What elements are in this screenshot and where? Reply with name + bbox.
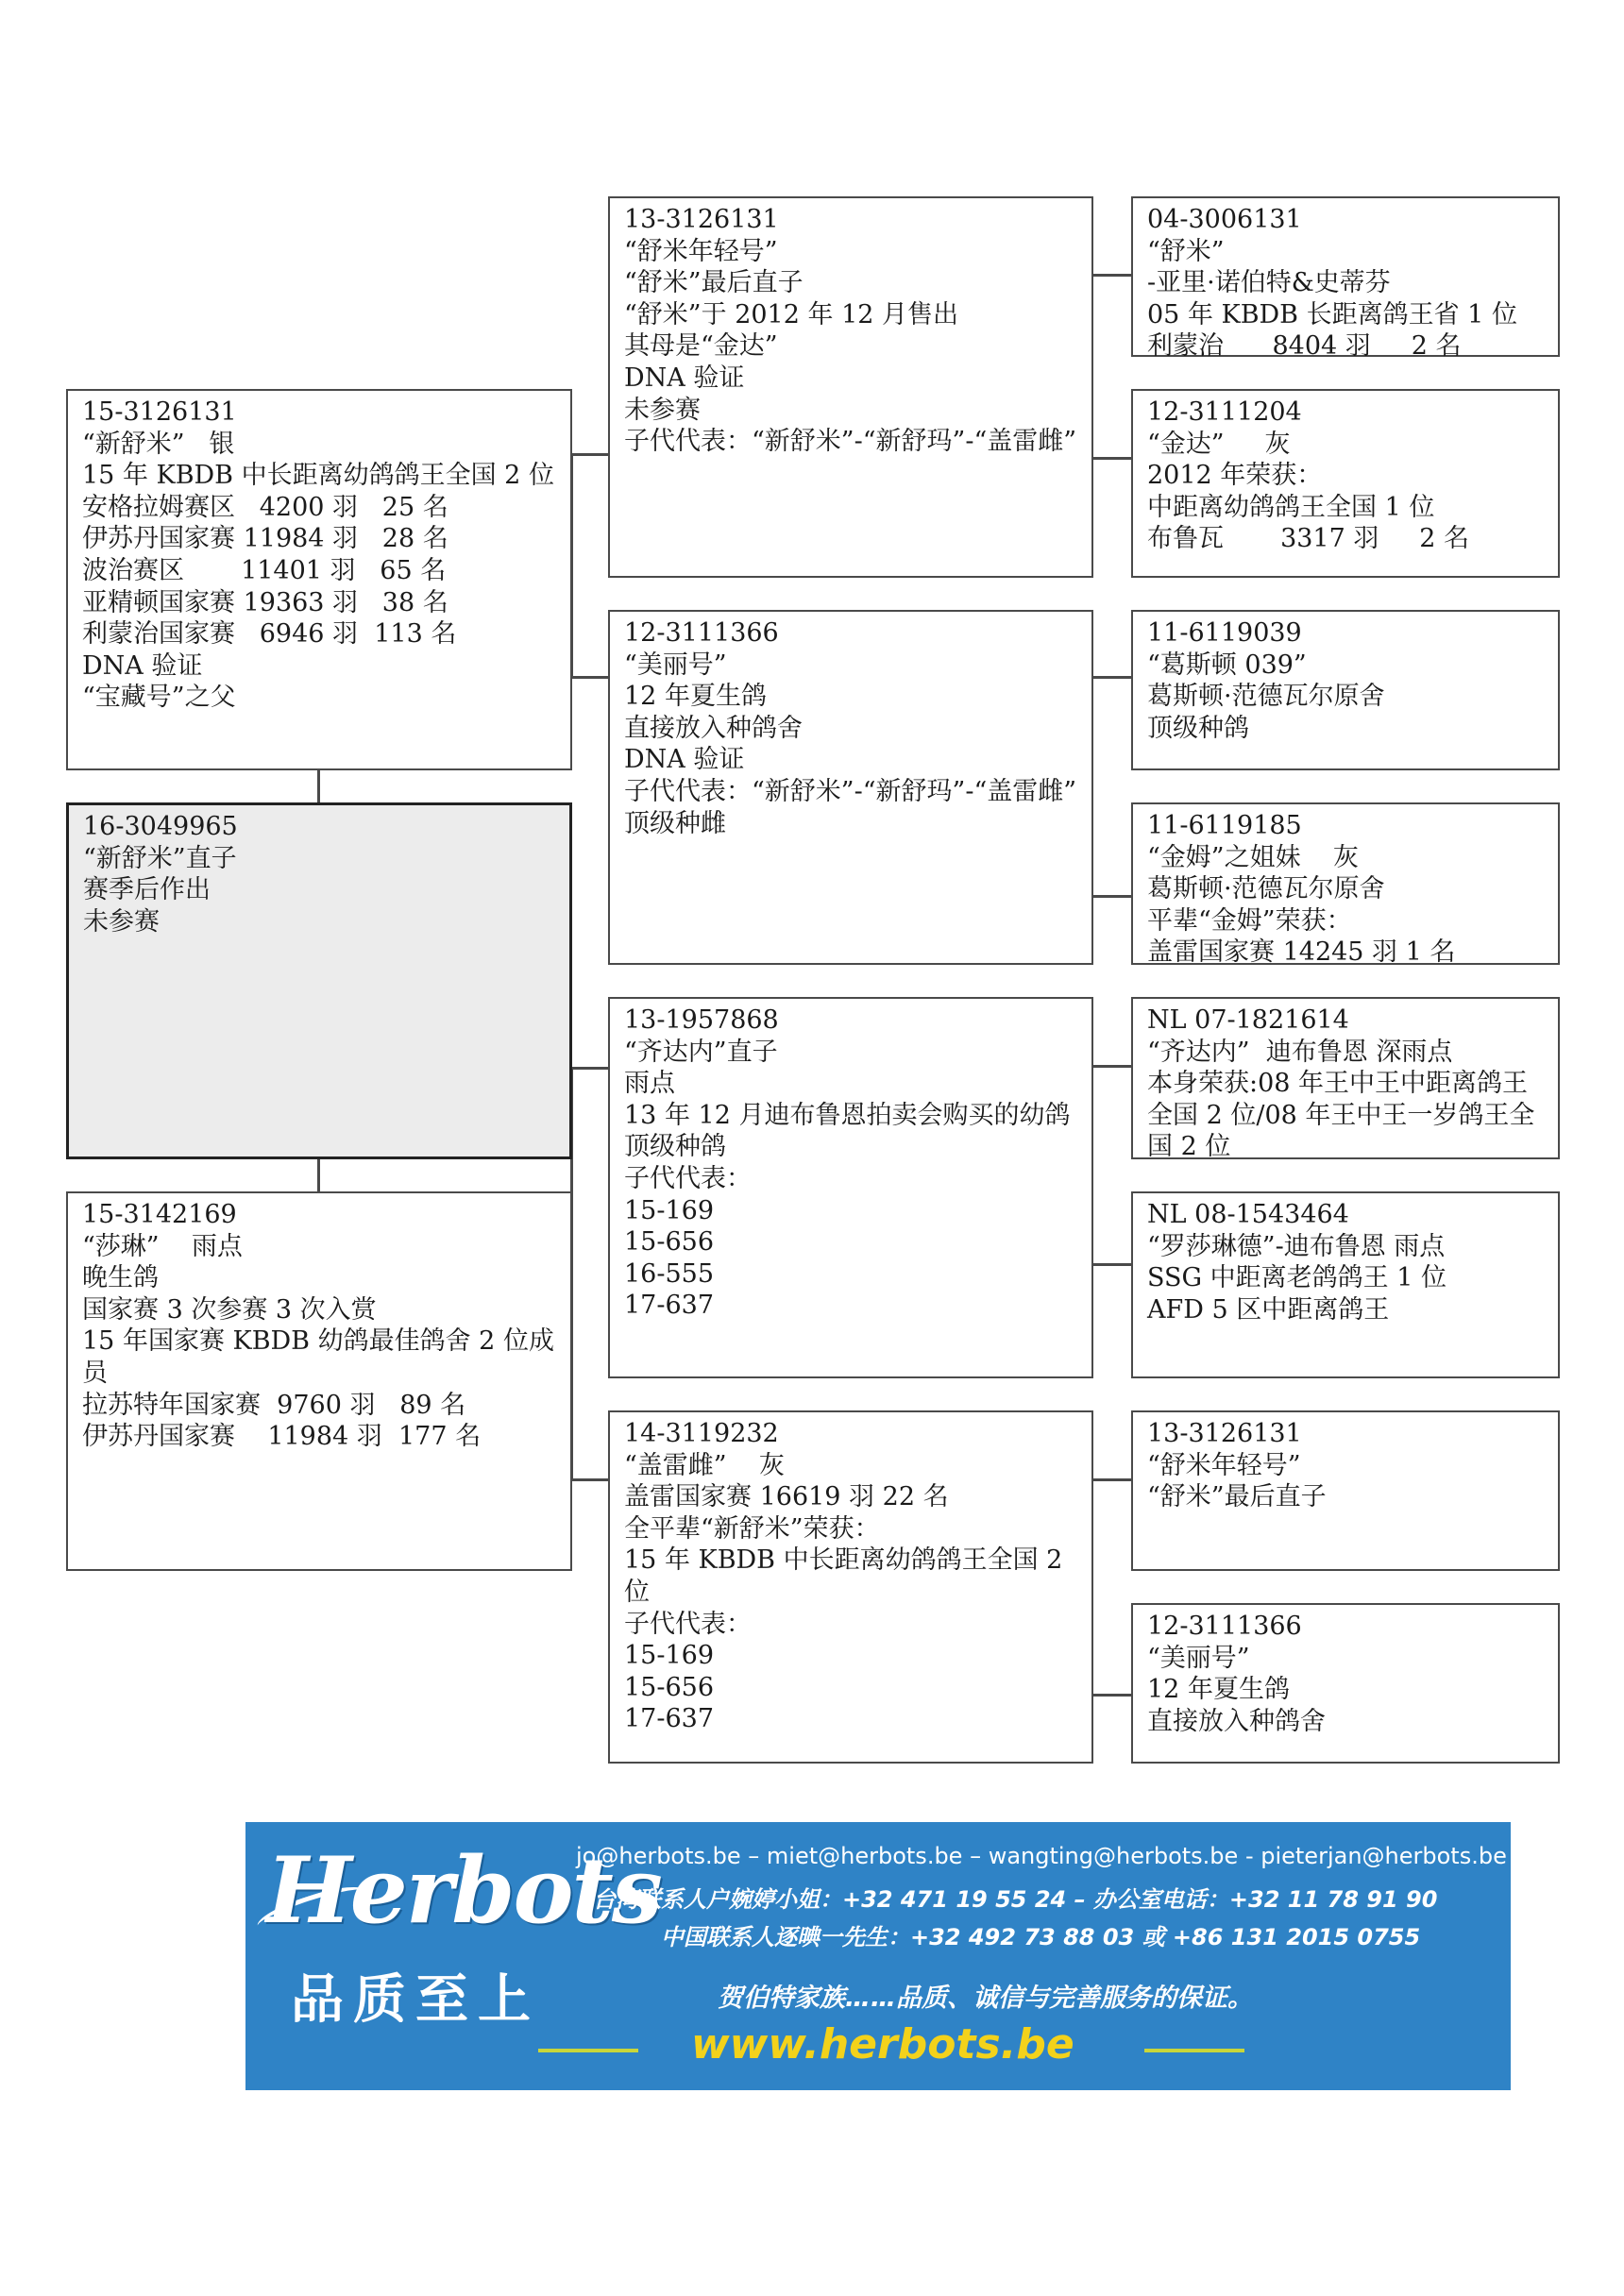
- pedigree-line: “舒米”: [1147, 236, 1225, 266]
- herbots-logo: Herbots: [266, 1837, 661, 1944]
- sss-card: [1131, 196, 1560, 362]
- connector: [570, 453, 610, 456]
- pedigree-line: DNA 验证: [82, 650, 203, 681]
- pedigree-line: 15-169: [624, 1641, 715, 1671]
- pedigree-line: 子代代表：: [624, 1163, 752, 1193]
- pedigree-line: 2012 年荣获：: [1147, 461, 1323, 491]
- pedigree-line: “金姆”之姐妹 灰: [1147, 842, 1359, 872]
- ring-number: 12-3111366: [1147, 1612, 1302, 1641]
- pedigree-line: “舒米”最后直子: [624, 268, 804, 298]
- connector: [570, 1478, 610, 1481]
- pedigree-line: 全平辈“新舒米”荣获：: [624, 1513, 880, 1544]
- pedigree-line: 葛斯顿·范德瓦尔原舍: [1147, 682, 1385, 712]
- ring-number: 13-3126131: [1147, 1419, 1302, 1448]
- pedigree-line: 16-555: [624, 1258, 715, 1289]
- herbots-banner: [245, 1822, 1511, 2090]
- pedigree-line: 国家赛 3 次参赛 3 次入赏: [82, 1294, 377, 1325]
- ring-number: 11-6119185: [1147, 811, 1302, 840]
- pedigree-line: 15-169: [624, 1195, 715, 1225]
- connector: [317, 770, 320, 802]
- pedigree-line: 顶级种鸽: [624, 1132, 726, 1162]
- pedigree-line: 晚生鸽: [82, 1263, 159, 1293]
- pedigree-line: 15-656: [624, 1672, 715, 1702]
- pedigree-line: 亚精顿国家赛 19363 羽 38 名: [82, 587, 448, 617]
- sire-card: [66, 389, 572, 770]
- pedigree-line: 布鲁瓦 3317 羽 2 名: [1147, 524, 1470, 554]
- sdd-card: [1131, 802, 1560, 968]
- sds-card: [1131, 610, 1560, 770]
- dam-card: [66, 1191, 572, 1571]
- pedigree-line: 05 年 KBDB 长距离鸽王省 1 位: [1147, 299, 1517, 329]
- pedigree-line: DNA 验证: [624, 745, 745, 775]
- website-link[interactable]: www.herbots.be: [691, 2020, 1074, 2068]
- dam-sire-card: [608, 997, 1093, 1378]
- divider: [1144, 2049, 1244, 2052]
- pedigree-line: 直接放入种鸽舍: [1147, 1706, 1326, 1736]
- connector: [1093, 1694, 1131, 1697]
- pedigree-line: 安格拉姆赛区 4200 羽 25 名: [82, 492, 448, 522]
- pedigree-line: 葛斯顿·范德瓦尔原舍: [1147, 874, 1385, 904]
- pedigree-line: 未参赛: [624, 395, 701, 425]
- banner-slogan: 品质至上: [291, 1968, 540, 2031]
- ring-number: 12-3111204: [1147, 397, 1302, 427]
- ring-number: 15-3142169: [82, 1200, 237, 1229]
- pedigree-line: 15 年国家赛 KBDB 幼鸽最佳鸽舍 2 位成员: [82, 1326, 554, 1388]
- sire-dam-card: [608, 610, 1093, 965]
- pedigree-line: 伊苏丹国家赛 11984 羽 177 名: [82, 1422, 482, 1452]
- ring-number: NL 07-1821614: [1147, 1005, 1349, 1035]
- pedigree-line: 15 年 KBDB 中长距离幼鸽鸽王全国 2 位: [624, 1545, 1071, 1607]
- pedigree-line: “新舒米”直子: [83, 843, 237, 873]
- divider: [538, 2049, 638, 2052]
- pedigree-line: 伊苏丹国家赛 11984 羽 28 名: [82, 524, 448, 554]
- connector: [1093, 274, 1131, 277]
- dss-card: [1131, 997, 1560, 1162]
- pedigree-line: “舒米年轻号”: [1147, 1450, 1301, 1480]
- pedigree-line: 拉苏特年国家赛 9760 羽 89 名: [82, 1390, 466, 1420]
- pedigree-line: 赛季后作出: [83, 875, 211, 905]
- pedigree-line: 利蒙治国家赛 6946 羽 113 名: [82, 619, 457, 650]
- pedigree-line: 雨点: [624, 1069, 675, 1099]
- pedigree-line: “舒米年轻号”: [624, 236, 778, 266]
- ring-number: 13-3126131: [624, 205, 779, 234]
- pedigree-line: “宝藏号”之父: [82, 683, 236, 713]
- pedigree-line: SSG 中距离老鸽鸽王 1 位: [1147, 1263, 1447, 1293]
- connector: [317, 1157, 320, 1191]
- pedigree-line: DNA 验证: [624, 363, 745, 393]
- pedigree-line: 12 年夏生鸽: [624, 682, 767, 712]
- connector: [570, 676, 610, 679]
- ring-number: NL 08-1543464: [1147, 1200, 1349, 1229]
- pedigree-line: 12 年夏生鸽: [1147, 1675, 1290, 1705]
- pedigree-line: 未参赛: [83, 906, 160, 937]
- pedigree-line: AFD 5 区中距离鸽王: [1147, 1294, 1390, 1325]
- pedigree-line: -亚里·诺伯特&史蒂芬: [1147, 268, 1391, 298]
- pedigree-line: “美丽号”: [624, 650, 727, 680]
- pedigree-line: “新舒米” 银: [82, 429, 235, 459]
- pedigree-line: 子代代表：“新舒米”-“新舒玛”-“盖雷雌”: [624, 427, 1077, 457]
- pedigree-line: 顶级种雌: [624, 808, 726, 838]
- sire-sire-card: [608, 196, 1093, 578]
- pedigree-line: 15-656: [624, 1227, 715, 1258]
- ring-number: 13-1957868: [624, 1005, 779, 1035]
- connector: [570, 1067, 610, 1070]
- connector: [1093, 457, 1131, 460]
- pedigree-line: “美丽号”: [1147, 1643, 1250, 1673]
- ssd-card: [1131, 389, 1560, 578]
- dds-card: [1131, 1410, 1560, 1571]
- pedigree-line: “齐达内”直子: [624, 1037, 778, 1067]
- pedigree-line: 盖雷国家赛 16619 羽 22 名: [624, 1482, 949, 1512]
- pedigree-line: 13 年 12 月迪布鲁恩拍卖会购买的幼鸽: [624, 1100, 1071, 1130]
- banner-motto: 贺伯特家族……品质、诚信与完善服务的保证。: [718, 1984, 1253, 2013]
- connector: [1093, 895, 1131, 898]
- dsd-card: [1131, 1191, 1560, 1378]
- pedigree-line: “莎琳” 雨点: [82, 1231, 243, 1261]
- pedigree-line: “金达” 灰: [1147, 429, 1291, 459]
- ring-number: 04-3006131: [1147, 205, 1302, 234]
- banner-emails[interactable]: jo@herbots.be – miet@herbots.be – wangting@herbots.be - pieterjan@herbots.be: [576, 1843, 1507, 1869]
- pedigree-line: 子代代表：“新舒米”-“新舒玛”-“盖雷雌”: [624, 776, 1077, 806]
- pedigree-line: “盖雷雌” 灰: [624, 1450, 785, 1480]
- ring-number: 14-3119232: [624, 1419, 779, 1448]
- connector: [1093, 1263, 1131, 1266]
- pedigree-line: “齐达内” 迪布鲁恩 深雨点: [1147, 1037, 1453, 1067]
- pedigree-line: 波治赛区 11401 羽 65 名: [82, 555, 447, 585]
- pedigree-line: “舒米”最后直子: [1147, 1482, 1327, 1512]
- ring-number: 11-6119039: [1147, 618, 1302, 648]
- pedigree-line: 利蒙治 8404 羽 2 名: [1147, 331, 1462, 362]
- pedigree-line: “舒米”于 2012 年 12 月售出: [624, 299, 959, 329]
- pedigree-line: 其母是“金达”: [624, 331, 778, 362]
- pedigree-line: 15 年 KBDB 中长距离幼鸽鸽王全国 2 位: [82, 461, 554, 491]
- connector: [1093, 1065, 1131, 1068]
- connector: [1093, 1478, 1131, 1481]
- pedigree-line: “罗莎琳德”-迪布鲁恩 雨点: [1147, 1231, 1446, 1261]
- ring-number: 12-3111366: [624, 618, 779, 648]
- pedigree-line: 盖雷国家赛 14245 羽 1 名: [1147, 937, 1456, 968]
- ddd-card: [1131, 1603, 1560, 1764]
- connector: [1093, 676, 1131, 679]
- pedigree-line: 顶级种鸽: [1147, 713, 1249, 743]
- dam-dam-card: [608, 1410, 1093, 1764]
- ring-number: 15-3126131: [82, 397, 237, 427]
- ring-number: 16-3049965: [83, 812, 238, 841]
- pedigree-line: 17-637: [624, 1291, 715, 1321]
- pedigree-line: 中距离幼鸽鸽王全国 1 位: [1147, 492, 1435, 522]
- contact-taiwan: 台湾联系人户婉婷小姐：+32 471 19 55 24 – 办公室电话：+32 11 78 91 90: [593, 1886, 1438, 1913]
- pedigree-line: 直接放入种鸽舍: [624, 713, 803, 743]
- subject-card: [66, 802, 572, 1159]
- pedigree-line: 本身荣获:08 年王中王中距离鸽王全国 2 位/08 年王中王一岁鸽王全国 2 位: [1147, 1069, 1535, 1162]
- pedigree-line: “葛斯顿 039”: [1147, 650, 1307, 680]
- pedigree-line: 17-637: [624, 1704, 715, 1734]
- contact-china: 中国联系人逐晪一先生：+32 492 73 88 03 或 +86 131 2015 0755: [661, 1924, 1421, 1950]
- pedigree-line: 子代代表：: [624, 1609, 752, 1639]
- pedigree-line: 平辈“金姆”荣获：: [1147, 905, 1352, 936]
